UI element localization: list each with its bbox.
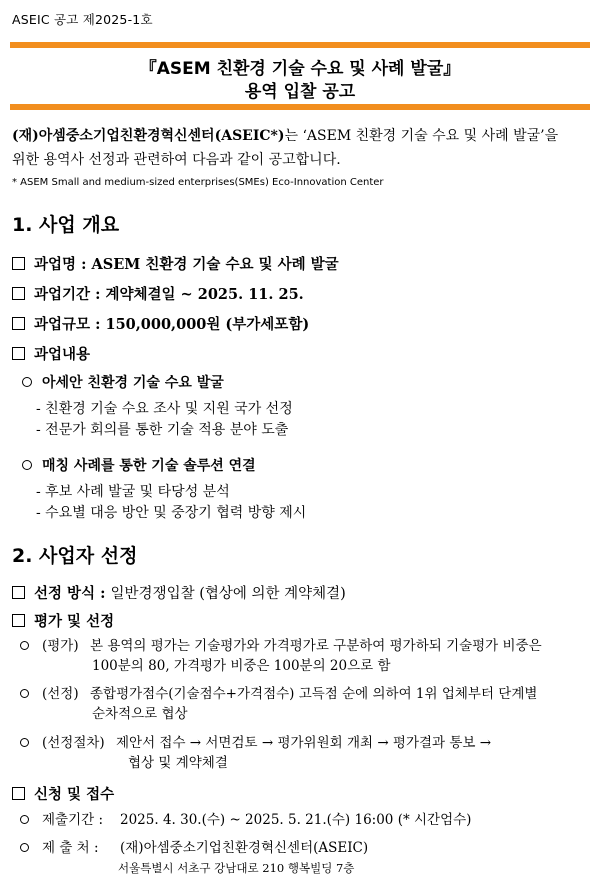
subsection-matching [22,455,256,475]
section-2-title: 2. 사업자 선정 [12,545,138,567]
item-text: 과업기간 : 계약체결일 ~ 2025. 11. 25. [34,286,304,303]
eval-text-cont: 순차적으로 협상 [92,706,188,722]
document-title: 『ASEM 친환경 기술 수요 및 사례 발굴』 [139,59,461,79]
checkbox-icon [12,787,25,800]
checkbox-icon [12,317,25,330]
checkbox-icon [12,614,25,627]
notice-number: ASEIC 공고 제2025-1호 [12,12,153,27]
item-text: 과업명 : ASEM 친환경 기술 수요 및 사례 발굴 [34,256,339,273]
footnote: * ASEM Small and medium-sized enterprises(SMEs) Eco-Innovation Center [12,177,384,188]
eval-row [20,684,590,724]
item-text: 과업규모 : 150,000,000원 (부가세포함) [34,316,310,333]
eval-text-cont: 100분의 80, 가격평가 비중은 100분의 20으로 함 [92,658,391,674]
subsection-title: 아세안 친환경 기술 수요 발굴 [42,375,224,391]
subsection-title: 매칭 사례를 통한 기술 솔루션 연결 [42,458,256,474]
eval-text-cont: 협상 및 계약체결 [128,755,228,771]
apply-value: (재)아셈중소기업친환경혁신센터(ASEIC) [120,840,369,856]
apply-office-row [20,838,590,878]
bullet: - 친환경 기술 수요 조사 및 지원 국가 선정 [36,401,293,417]
apply-address: 서울특별시 서초구 강남대로 210 행복빌딩 7층 [118,861,355,875]
checkbox-icon [12,586,25,599]
item-selection-method [12,582,346,603]
item-project-scale [12,313,309,334]
item-label: 선정 방식 : [34,585,106,602]
intro-text: 는 ‘ASEM 친환경 기술 수요 및 사례 발굴’을 [284,128,559,144]
title-banner [10,42,590,110]
subsection-demand [22,372,224,392]
eval-row [20,733,590,773]
checkbox-icon [12,287,25,300]
bullet: - 후보 사례 발굴 및 타당성 분석 [36,484,230,500]
section-1-title: 1. 사업 개요 [12,214,120,236]
title-top-bar [10,42,590,48]
item-project-content [12,343,90,364]
item-label: 신청 및 접수 [34,786,115,803]
circle-bullet-icon [20,641,29,650]
bullet: - 수요별 대응 방안 및 중장기 협력 방향 제시 [36,505,307,521]
item-application [12,783,114,804]
eval-text: 제안서 접수 → 서면검토 → 평가위원회 개최 → 평가결과 통보 → [116,735,492,751]
eval-row [20,636,590,676]
circle-bullet-icon [22,460,32,470]
apply-period-row [20,810,590,830]
circle-bullet-icon [20,843,29,852]
checkbox-icon [12,347,25,360]
eval-text: 종합평가점수(기술점수+가격점수) 고득점 순에 의하여 1위 업체부터 단계별 [90,686,538,702]
item-label: 평가 및 선정 [34,613,115,630]
circle-bullet-icon [20,738,29,747]
apply-value: 2025. 4. 30.(수) ~ 2025. 5. 21.(수) 16:00 (* 시간엄수) [120,812,472,828]
intro-paragraph [12,124,588,172]
checkbox-icon [12,257,25,270]
eval-tag: (선정절차) [42,735,105,751]
intro-line2: 위한 용역사 선정과 관련하여 다음과 같이 공고합니다. [12,152,341,168]
eval-tag: (평가) [42,638,79,654]
circle-bullet-icon [20,689,29,698]
item-project-name [12,253,339,274]
item-value: 일반경쟁입찰 (협상에 의한 계약체결) [110,586,346,602]
bullet: - 전문가 회의를 통한 기술 적용 분야 도출 [36,422,289,438]
apply-tag: 제 출 처 : [42,840,99,856]
item-text: 과업내용 [34,346,91,363]
item-project-period [12,283,304,304]
circle-bullet-icon [22,377,32,387]
circle-bullet-icon [20,815,29,824]
eval-tag: (선정) [42,686,79,702]
item-evaluation [12,610,114,631]
title-bottom-bar [10,104,590,110]
eval-text: 본 용역의 평가는 기술평가와 가격평가로 구분하여 평가하되 기술평가 비중은 [90,638,542,654]
document-subtitle: 용역 입찰 공고 [244,82,356,102]
apply-tag: 제출기간 : [42,812,104,828]
intro-org: (재)아셈중소기업친환경혁신센터(ASEIC*) [12,128,285,144]
